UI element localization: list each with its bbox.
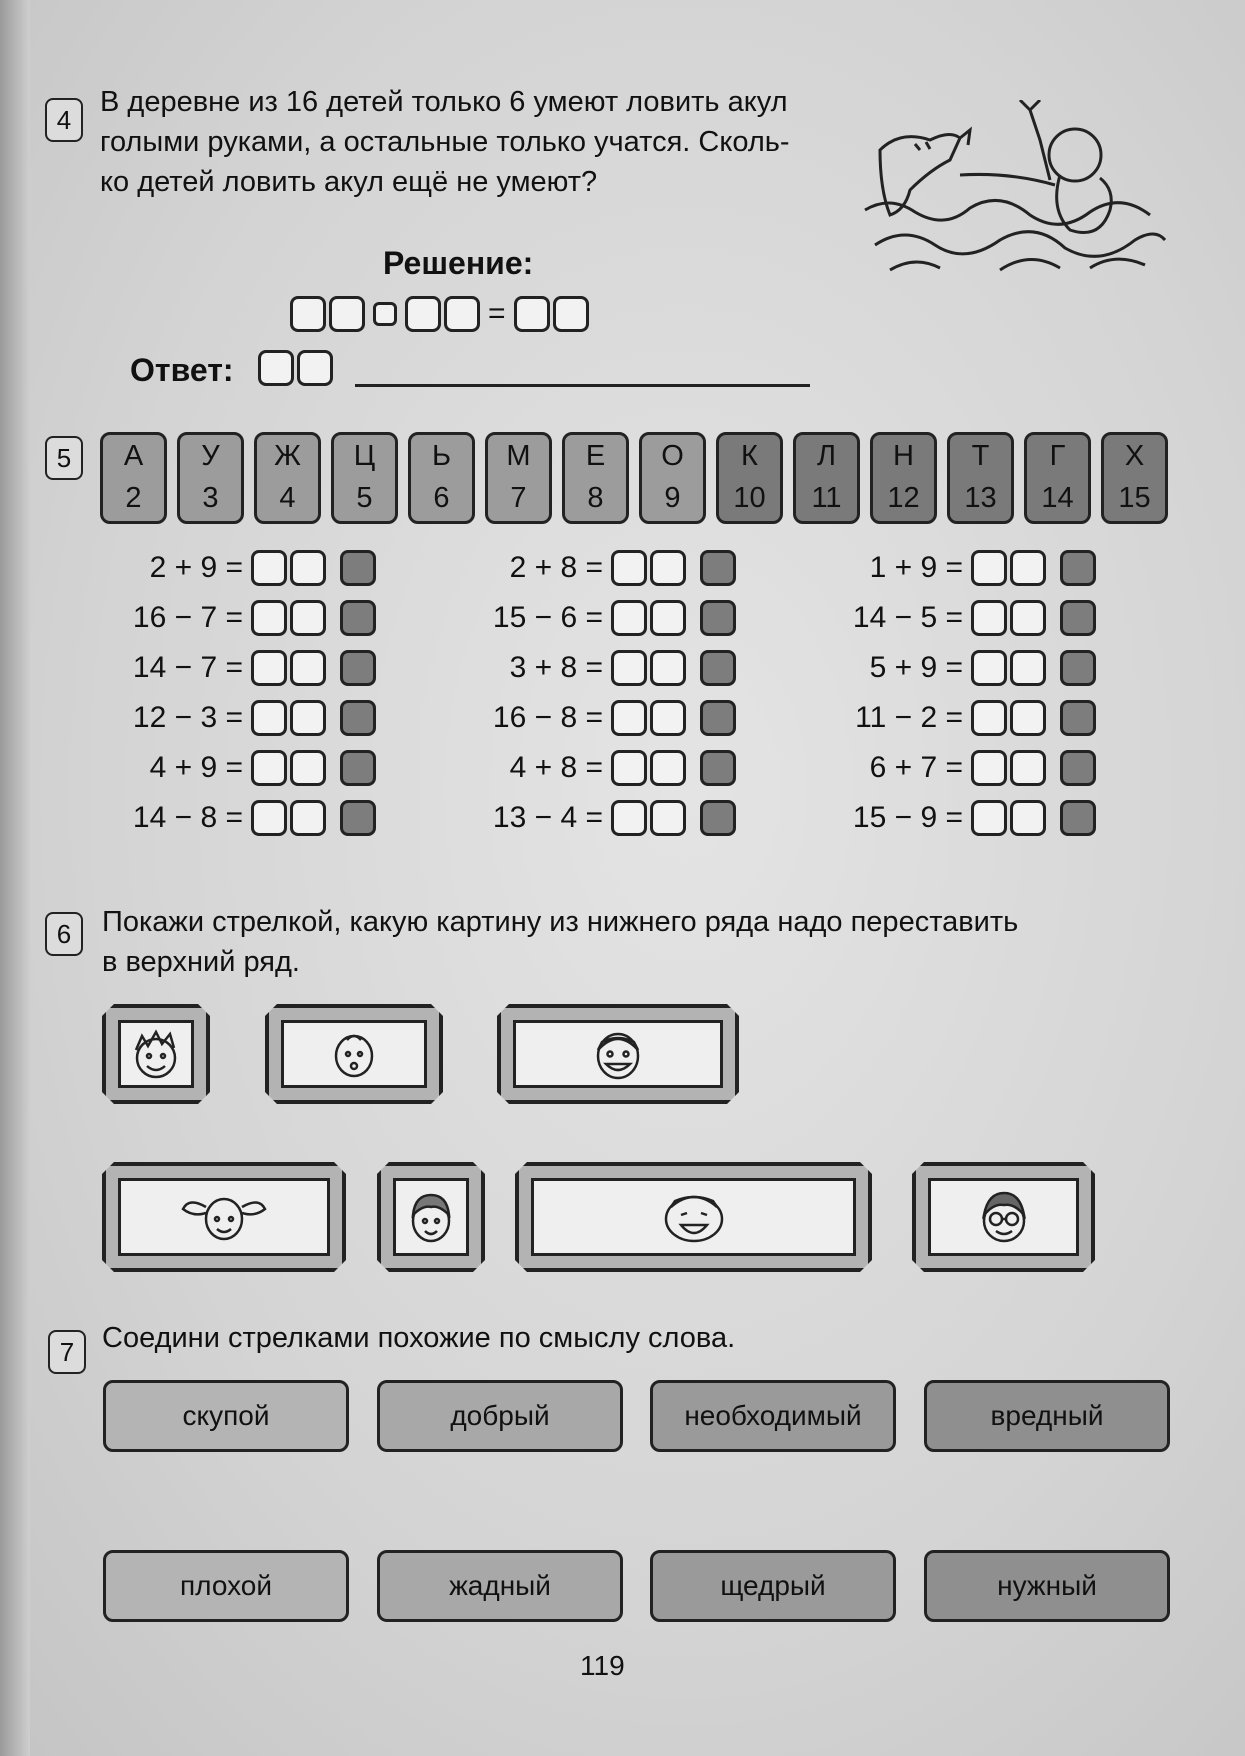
letter-box[interactable]	[340, 800, 376, 836]
code-letter: О	[661, 440, 684, 472]
code-letter: У	[201, 440, 220, 472]
page-number: 119	[580, 1650, 625, 1681]
letter-box[interactable]	[700, 600, 736, 636]
code-number: 11	[811, 482, 842, 514]
code-number: 9	[664, 482, 681, 514]
digit-box[interactable]	[329, 296, 365, 332]
picture-frame-bottom-4[interactable]	[912, 1162, 1095, 1272]
digit-box[interactable]	[514, 296, 550, 332]
girl-pigtails-face-icon	[179, 1189, 269, 1245]
code-letter: Ь	[431, 440, 452, 472]
code-letter: А	[123, 440, 144, 472]
code-letter: Ж	[274, 440, 301, 472]
solution-operand-1	[290, 296, 365, 332]
answer-line[interactable]	[355, 384, 810, 387]
digit-box[interactable]	[611, 600, 647, 636]
answer-digit-boxes	[611, 800, 686, 836]
picture-frame-bottom-2[interactable]	[377, 1162, 485, 1272]
code-cell	[870, 432, 937, 524]
equation-text: 15 − 6 =	[492, 601, 603, 634]
digit-box[interactable]	[290, 650, 326, 686]
letter-box[interactable]	[700, 650, 736, 686]
digit-box[interactable]	[650, 650, 686, 686]
equation-text: 3 + 8 =	[509, 651, 603, 684]
digit-box[interactable]	[251, 800, 287, 836]
task-5-number: 5	[45, 436, 83, 480]
word-bottom-2[interactable]: жадный	[377, 1550, 623, 1622]
answer-digit-boxes	[251, 750, 326, 786]
equation-row	[455, 547, 736, 589]
task-4-line-3: ко детей ловить акул ещё не умеют?	[100, 166, 598, 198]
page-fold-shadow	[0, 0, 30, 1756]
task-7-text: Соедини стрелками похожие по смыслу слова.	[102, 1322, 736, 1354]
digit-box[interactable]	[650, 550, 686, 586]
code-number: 10	[733, 482, 766, 514]
code-number: 12	[887, 482, 920, 514]
answer-digit-boxes	[611, 750, 686, 786]
answer-digit-boxes	[251, 800, 326, 836]
code-number: 6	[433, 482, 450, 514]
equation-text: 14 − 7 =	[132, 651, 243, 684]
code-letter: Т	[971, 440, 990, 472]
equation-text: 4 + 9 =	[149, 751, 243, 784]
answer-digit-boxes	[971, 600, 1046, 636]
digit-box[interactable]	[971, 650, 1007, 686]
answer-label: Ответ:	[130, 352, 234, 388]
equation-text: 14 − 8 =	[132, 801, 243, 834]
code-letter: Л	[816, 440, 837, 472]
equation-row	[95, 797, 376, 839]
letter-box[interactable]	[700, 700, 736, 736]
equation-text: 14 − 5 =	[852, 601, 963, 634]
digit-box[interactable]	[971, 600, 1007, 636]
solution-label: Решение:	[383, 245, 534, 281]
code-number: 2	[125, 482, 142, 514]
code-cell	[177, 432, 244, 524]
girl-face-icon	[403, 1187, 459, 1247]
code-cell	[485, 432, 552, 524]
answer-digit-boxes	[971, 650, 1046, 686]
equation-text: 5 + 9 =	[869, 651, 963, 684]
code-cell	[100, 432, 167, 524]
digit-box[interactable]	[611, 550, 647, 586]
word-bottom-1[interactable]: плохой	[103, 1550, 349, 1622]
digit-box[interactable]	[290, 550, 326, 586]
task-4-number: 4	[45, 98, 83, 142]
picture-frame-bottom-3[interactable]	[515, 1162, 872, 1272]
answer-digit-boxes	[251, 600, 326, 636]
code-number: 8	[587, 482, 604, 514]
task-6-number: 6	[45, 912, 83, 956]
letter-box[interactable]	[340, 650, 376, 686]
code-cell	[562, 432, 629, 524]
task-4-line-2: голыми руками, а остальные только учатся. Сколь-	[100, 126, 790, 158]
digit-box[interactable]	[405, 296, 441, 332]
digit-box[interactable]	[553, 296, 589, 332]
solution-equation	[290, 296, 589, 332]
code-number: 14	[1041, 482, 1074, 514]
task-7-number: 7	[48, 1330, 86, 1374]
digit-box[interactable]	[1010, 750, 1046, 786]
equation-row	[815, 547, 1096, 589]
code-number: 13	[964, 482, 997, 514]
digit-box[interactable]	[971, 550, 1007, 586]
laughing-boy-face-icon	[659, 1187, 729, 1247]
code-letter: Ц	[353, 440, 376, 472]
letter-box[interactable]	[1060, 800, 1096, 836]
task-6-text	[102, 902, 1018, 982]
digit-box[interactable]	[1010, 600, 1046, 636]
picture-frame-bottom-1[interactable]	[102, 1162, 346, 1272]
picture-frame-top-3[interactable]	[497, 1004, 739, 1104]
letter-box[interactable]	[1060, 750, 1096, 786]
code-letter: Х	[1124, 440, 1145, 472]
code-letter: Н	[893, 440, 914, 472]
boy-and-shark-illustration	[860, 100, 1170, 280]
answer-digit-boxes	[971, 750, 1046, 786]
operator-box[interactable]	[373, 302, 397, 326]
digit-box[interactable]	[251, 700, 287, 736]
answer-digit-boxes	[971, 700, 1046, 736]
answer-digit-boxes	[251, 550, 326, 586]
solution-operand-2	[405, 296, 480, 332]
digit-box[interactable]	[650, 600, 686, 636]
equation-row	[95, 697, 376, 739]
digit-box[interactable]	[251, 650, 287, 686]
digit-box[interactable]	[290, 800, 326, 836]
answer-digit-boxes	[971, 550, 1046, 586]
equation-text: 16 − 8 =	[492, 701, 603, 734]
equals-sign: =	[488, 297, 506, 330]
baby-face-icon	[329, 1026, 379, 1082]
digit-box[interactable]	[650, 700, 686, 736]
digit-box[interactable]	[971, 750, 1007, 786]
code-number: 7	[510, 482, 527, 514]
word-bottom-3[interactable]: щедрый	[650, 1550, 896, 1622]
letter-box[interactable]	[1060, 600, 1096, 636]
equation-row	[455, 597, 736, 639]
answer-digit-boxes	[611, 600, 686, 636]
digit-box[interactable]	[611, 700, 647, 736]
equation-row	[455, 797, 736, 839]
word-top-3[interactable]: необходимый	[650, 1380, 896, 1452]
solution-result	[514, 296, 589, 332]
task-6-line-1: Покажи стрелкой, какую картину из нижнего ряда надо переставить	[102, 906, 1019, 938]
equation-text: 6 + 7 =	[869, 751, 963, 784]
word-top-4[interactable]: вредный	[924, 1380, 1170, 1452]
equation-row	[95, 597, 376, 639]
digit-box[interactable]	[297, 350, 333, 386]
equation-row	[455, 647, 736, 689]
equation-row	[95, 547, 376, 589]
letter-box[interactable]	[340, 600, 376, 636]
digit-box[interactable]	[650, 750, 686, 786]
letter-box[interactable]	[700, 800, 736, 836]
letter-box[interactable]	[340, 700, 376, 736]
digit-box[interactable]	[611, 650, 647, 686]
code-cell	[1101, 432, 1168, 524]
digit-box[interactable]	[290, 700, 326, 736]
equation-text: 2 + 9 =	[149, 551, 243, 584]
digit-box[interactable]	[650, 800, 686, 836]
code-cell	[716, 432, 783, 524]
code-cell	[793, 432, 860, 524]
answer-digit-boxes	[971, 800, 1046, 836]
equation-text: 11 − 2 =	[855, 701, 963, 734]
letter-box[interactable]	[1060, 700, 1096, 736]
equation-row	[95, 647, 376, 689]
code-number: 15	[1118, 482, 1151, 514]
equation-text: 13 − 4 =	[492, 801, 603, 834]
code-letter: К	[741, 440, 758, 472]
equation-text: 4 + 8 =	[509, 751, 603, 784]
digit-box[interactable]	[290, 296, 326, 332]
code-letter: Г	[1049, 440, 1066, 472]
digit-box[interactable]	[1010, 550, 1046, 586]
code-cell	[331, 432, 398, 524]
word-top-2[interactable]: добрый	[377, 1380, 623, 1452]
girl-glasses-face-icon	[974, 1187, 1034, 1247]
digit-box[interactable]	[444, 296, 480, 332]
equation-row	[455, 747, 736, 789]
digit-box[interactable]	[251, 750, 287, 786]
smiling-boy-face-icon	[588, 1024, 648, 1084]
digit-box[interactable]	[971, 800, 1007, 836]
equation-row	[95, 747, 376, 789]
digit-box[interactable]	[251, 550, 287, 586]
answer-digit-boxes	[251, 650, 326, 686]
answer-digit-boxes	[251, 700, 326, 736]
code-letter: Е	[585, 440, 606, 472]
boy-face-icon	[126, 1024, 186, 1084]
code-number: 3	[202, 482, 219, 514]
answer-digit-boxes	[611, 650, 686, 686]
code-cell	[254, 432, 321, 524]
equation-row	[815, 797, 1096, 839]
code-cell	[1024, 432, 1091, 524]
equation-row	[815, 647, 1096, 689]
code-cell	[947, 432, 1014, 524]
digit-box[interactable]	[611, 800, 647, 836]
equation-row	[815, 697, 1096, 739]
code-cell	[639, 432, 706, 524]
digit-box[interactable]	[290, 600, 326, 636]
equation-text: 1 + 9 =	[869, 551, 963, 584]
code-letter: М	[506, 440, 531, 472]
letter-box[interactable]	[1060, 650, 1096, 686]
letter-box[interactable]	[700, 750, 736, 786]
task-4-text	[100, 82, 790, 202]
word-bottom-4[interactable]: нужный	[924, 1550, 1170, 1622]
code-number: 5	[356, 482, 373, 514]
answer-digit-boxes	[611, 700, 686, 736]
digit-box[interactable]	[1010, 800, 1046, 836]
equation-text: 16 − 7 =	[132, 601, 243, 634]
digit-box[interactable]	[1010, 650, 1046, 686]
digit-box[interactable]	[971, 700, 1007, 736]
equation-row	[455, 697, 736, 739]
answer-boxes	[258, 350, 333, 386]
equation-text: 2 + 8 =	[509, 551, 603, 584]
letter-box[interactable]	[340, 550, 376, 586]
letter-box[interactable]	[1060, 550, 1096, 586]
digit-box[interactable]	[1010, 700, 1046, 736]
digit-box[interactable]	[611, 750, 647, 786]
letter-box[interactable]	[340, 750, 376, 786]
equation-text: 12 − 3 =	[132, 701, 243, 734]
equation-text: 15 − 9 =	[852, 801, 963, 834]
equation-row	[815, 747, 1096, 789]
picture-frame-top-2[interactable]	[265, 1004, 443, 1104]
digit-box[interactable]	[251, 600, 287, 636]
digit-box[interactable]	[258, 350, 294, 386]
task-6-line-2: в верхний ряд.	[102, 946, 300, 978]
digit-box[interactable]	[290, 750, 326, 786]
word-top-1[interactable]: скупой	[103, 1380, 349, 1452]
picture-frame-top-1[interactable]	[102, 1004, 210, 1104]
code-number: 4	[279, 482, 296, 514]
task-4-line-1: В деревне из 16 детей только 6 умеют ловить акул	[100, 86, 788, 118]
equation-row	[815, 597, 1096, 639]
answer-digit-boxes	[611, 550, 686, 586]
code-cell	[408, 432, 475, 524]
letter-box[interactable]	[700, 550, 736, 586]
